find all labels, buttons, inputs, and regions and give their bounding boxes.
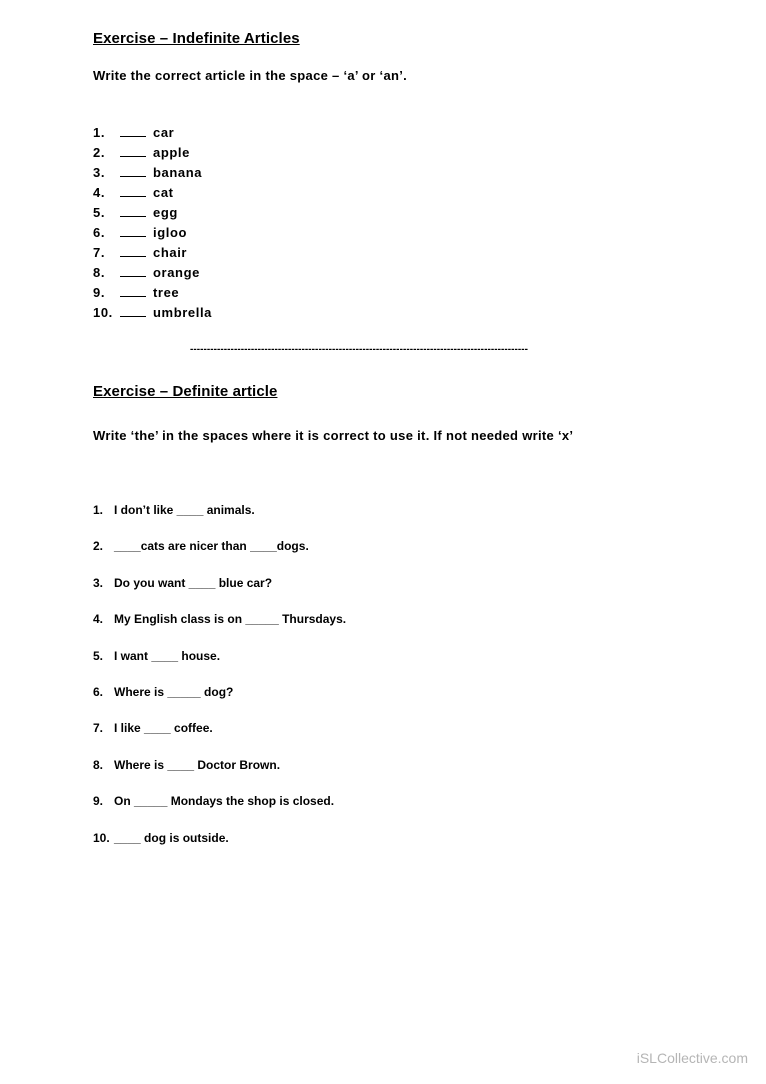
sentence: Do you want ____ blue car? (114, 575, 273, 590)
sentence: Where is ____ Doctor Brown. (114, 757, 281, 772)
definite-article-list (93, 501, 346, 865)
section-divider: ---------------------------------------------------------------------------------------------------- (190, 344, 529, 355)
answer-blank[interactable] (120, 285, 146, 297)
list-item: 1. car (93, 125, 175, 140)
section1-instruction: Write the correct article in the space – ‘a’ or ‘an’. (93, 68, 408, 83)
list-item: 6. igloo (93, 225, 188, 240)
list-item: 8. orange (93, 265, 200, 280)
answer-blank[interactable] (120, 205, 146, 217)
section2-instruction: Write ‘the’ in the spaces where it is correct to use it. If not needed write ‘x’ (93, 428, 574, 443)
answer-blank[interactable] (120, 185, 146, 197)
list-item: 7. I like ____ coffee. (93, 721, 213, 736)
sentence: ____cats are nicer than ____dogs. (114, 539, 309, 554)
section1-title: Exercise – Indefinite Articles (93, 30, 300, 47)
list-item: 8. Where is ____ Doctor Brown. (93, 757, 281, 772)
sentence: I don’t like ____ animals. (114, 503, 255, 517)
site-watermark: iSLCollective.com (636, 1050, 748, 1066)
list-item: 2. ____cats are nicer than ____dogs. (93, 539, 309, 554)
list-item: 9. tree (93, 285, 180, 300)
list-item: 5. egg (93, 205, 178, 220)
list-item: 10. umbrella (93, 305, 212, 320)
list-item: 4. My English class is on _____ Thursdays. (93, 612, 347, 627)
answer-blank[interactable] (120, 225, 146, 237)
list-item: 4. cat (93, 185, 174, 200)
indefinite-article-list (93, 123, 212, 323)
answer-blank[interactable] (120, 125, 146, 137)
sentence: I like ____ coffee. (114, 721, 213, 736)
list-item: 3. Do you want ____ blue car? (93, 575, 273, 590)
sentence: I want ____ house. (114, 648, 221, 663)
list-item: 7. chair (93, 245, 188, 260)
answer-blank[interactable] (120, 165, 146, 177)
sentence: My English class is on _____ Thursdays. (114, 612, 347, 627)
section2-title: Exercise – Definite article (93, 383, 278, 400)
list-item: 3. banana (93, 165, 203, 180)
list-item: 9. On _____ Mondays the shop is closed. (93, 794, 335, 809)
sentence: Where is _____ dog? (114, 684, 234, 699)
answer-blank[interactable] (120, 265, 146, 277)
list-item: 5. I want ____ house. (93, 648, 221, 663)
sentence: On _____ Mondays the shop is closed. (114, 794, 335, 809)
answer-blank[interactable] (120, 305, 146, 317)
list-item: 1. I don’t like ____ animals. (93, 503, 255, 517)
list-item: 10. ____ dog is outside. (93, 830, 229, 845)
answer-blank[interactable] (120, 145, 146, 157)
sentence: ____ dog is outside. (114, 830, 229, 845)
answer-blank[interactable] (120, 245, 146, 257)
list-item: 2. apple (93, 145, 190, 160)
list-item: 6. Where is _____ dog? (93, 684, 234, 699)
